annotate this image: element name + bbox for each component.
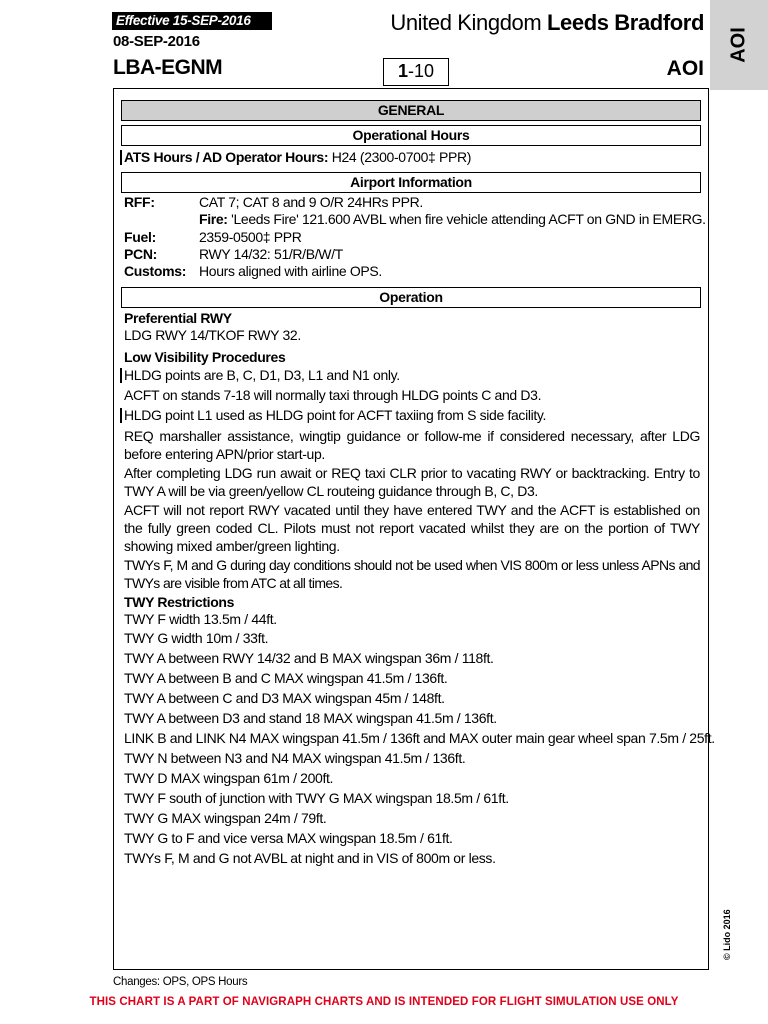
twy-item: LINK B and LINK N4 MAX wingspan 41.5m / 136ft and MAX outer main gear wheel span 7.5m / 25ft. [124, 730, 715, 746]
ats-hours-value: H24 (2300-0700‡ PPR) [331, 149, 472, 165]
content-frame [113, 88, 715, 970]
operational-hours-heading: Operational Hours [121, 125, 701, 146]
preferential-rwy-heading: Preferential RWY [124, 310, 232, 326]
twy-restrictions-heading: TWY Restrictions [124, 594, 235, 610]
issue-date: 08-SEP-2016 [113, 33, 200, 50]
lvp-item: REQ marshaller assistance, wingtip guidance or follow-me if considered necessary, after LDG before entering APN/prior start-up. [124, 428, 700, 462]
operation-heading: Operation [121, 287, 701, 308]
fuel-label: Fuel: [124, 229, 156, 245]
ats-hours-label: ATS Hours / AD Operator Hours: [124, 149, 329, 165]
customs-value: Hours aligned with airline OPS. [199, 263, 382, 279]
twy-item: TWY G MAX wingspan 24m / 79ft. [124, 810, 327, 826]
changes-note: Changes: OPS, OPS Hours [113, 976, 248, 988]
twy-item: TWY A between C and D3 MAX wingspan 45m / 148ft. [124, 690, 445, 706]
title-city: Leeds Bradford [547, 10, 704, 35]
pcn-label: PCN: [124, 246, 158, 262]
fire-row [199, 211, 706, 228]
airport-code: LBA-EGNM [113, 56, 223, 79]
pcn-value: RWY 14/32: 51/R/B/W/T [199, 246, 343, 262]
twy-item: TWY G width 10m / 33ft. [124, 630, 269, 646]
change-bar [120, 150, 122, 165]
airport-information-heading: Airport Information [121, 172, 701, 193]
ats-hours-row [124, 149, 471, 166]
twy-item: TWY G to F and vice versa MAX wingspan 18.5m / 61ft. [124, 830, 453, 846]
twy-item: TWY A between D3 and stand 18 MAX wingspan 41.5m / 136ft. [124, 710, 497, 726]
section-code: AOI [666, 57, 704, 80]
title-country: United Kingdom [390, 10, 542, 35]
twy-item: TWY F width 13.5m / 44ft. [124, 611, 277, 627]
lvp-item: HLDG point L1 used as HLDG point for ACFT taxiing from S side facility. [124, 407, 547, 423]
copyright-note: © Lido 2016 [722, 909, 732, 960]
page-title [390, 10, 704, 36]
fire-value: 'Leeds Fire' 121.600 AVBL when fire vehicle attending ACFT on GND in EMERG. [231, 211, 706, 227]
lvp-item: ACFT on stands 7-18 will normally taxi through HLDG points C and D3. [124, 387, 542, 403]
lvp-item: ACFT will not report RWY vacated until they have entered TWY and the ACFT is established on the fully green coded CL. Pilots must not report vacated whilst they are on the portion of TWY showing mixed amber/green lighting. [124, 502, 700, 554]
customs-label: Customs: [124, 263, 187, 279]
twy-item: TWY A between B and C MAX wingspan 41.5m / 136ft. [124, 670, 448, 686]
fire-label: Fire: [199, 211, 228, 227]
change-bar [120, 368, 122, 383]
rff-label: RFF: [124, 194, 155, 210]
page-number [383, 58, 449, 86]
twy-item: TWY F south of junction with TWY G MAX wingspan 18.5m / 61ft. [124, 790, 509, 806]
simulation-disclaimer: THIS CHART IS A PART OF NAVIGRAPH CHARTS AND IS INTENDED FOR FLIGHT SIMULATION USE ONLY [89, 996, 679, 1008]
lvp-item: After completing LDG run await or REQ taxi CLR prior to vacating RWY or backtracking. Entry to TWY A will be via green/yellow CL routeing guidance through B, C, D3. [124, 465, 700, 499]
general-heading: GENERAL [121, 100, 701, 121]
twy-item: TWYs F, M and G not AVBL at night and in VIS of 800m or less. [124, 850, 496, 866]
twy-item: TWY A between RWY 14/32 and B MAX wingspan 36m / 118ft. [124, 650, 494, 666]
twy-item: TWY N between N3 and N4 MAX wingspan 41.5m / 136ft. [124, 750, 466, 766]
section-tab-label: AOI [727, 27, 750, 63]
lvp-heading: Low Visibility Procedures [124, 349, 286, 365]
page-number-sub: -10 [408, 61, 435, 81]
lvp-item: HLDG points are B, C, D1, D3, L1 and N1 only. [124, 367, 400, 383]
change-bar [120, 408, 122, 423]
fuel-value: 2359-0500‡ PPR [199, 229, 302, 245]
page-number-main: 1 [397, 61, 408, 81]
twy-item: TWY D MAX wingspan 61m / 200ft. [124, 770, 334, 786]
section-tab[interactable] [710, 0, 768, 90]
lvp-item: TWYs F, M and G during day conditions should not be used when VIS 800m or less unless APNs and TWYs are visible from ATC at all times. [124, 557, 700, 591]
preferential-rwy-text: LDG RWY 14/TKOF RWY 32. [124, 327, 301, 343]
rff-value: CAT 7; CAT 8 and 9 O/R 24HRs PPR. [199, 194, 423, 210]
effective-date-badge: Effective 15-SEP-2016 [112, 12, 272, 30]
